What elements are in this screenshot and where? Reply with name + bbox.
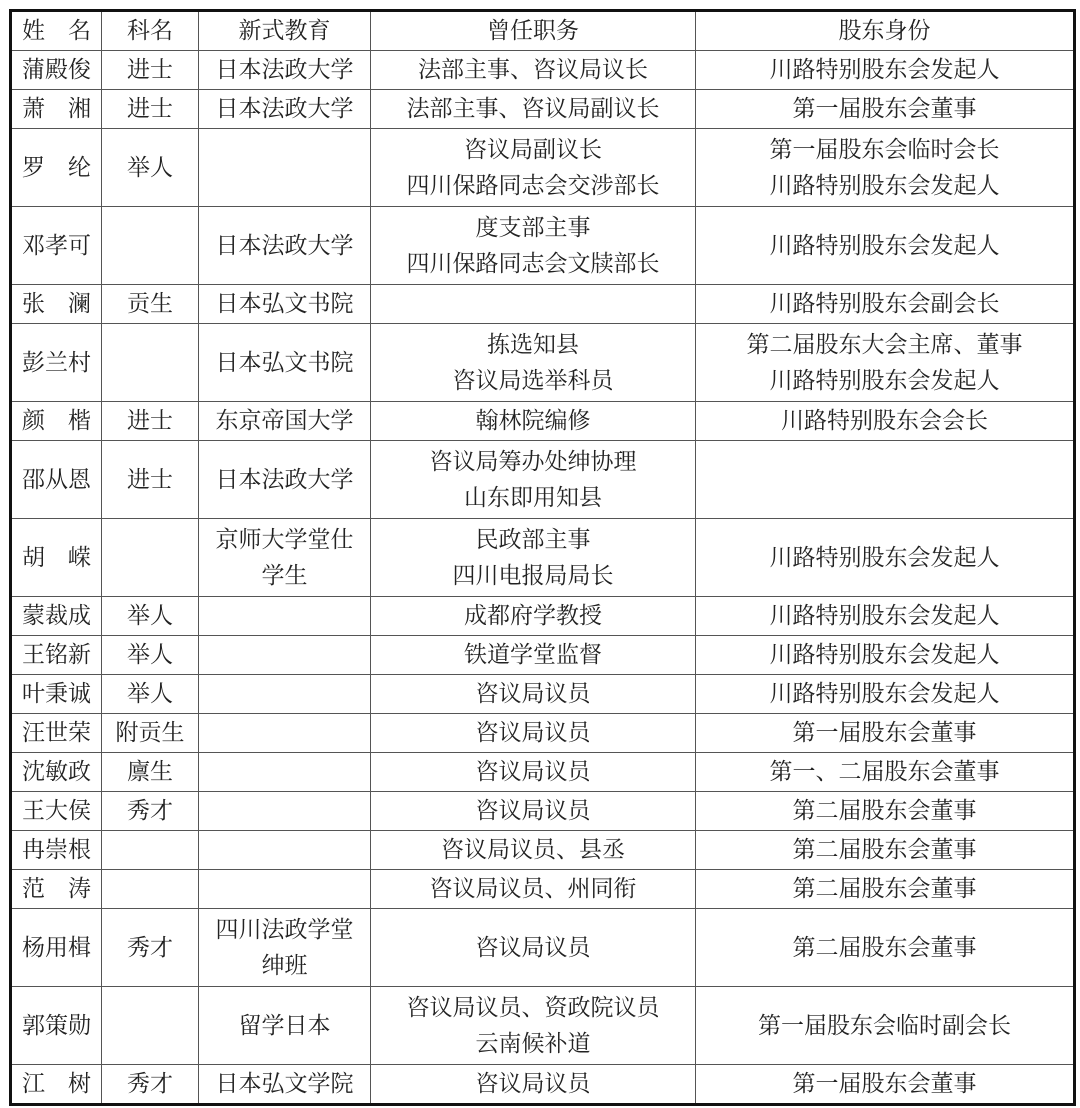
name-cell: 范 涛 (11, 870, 102, 909)
name-cell: 蒙裁成 (11, 597, 102, 636)
positions-cell (371, 519, 696, 597)
shareholder-cell (696, 519, 1075, 597)
education-cell (199, 675, 371, 714)
education-cell-line: 日本法政大学 (215, 57, 354, 83)
positions-cell-line: 法部主事、咨议局副议长 (406, 96, 660, 122)
positions-cell-line: 咨议局议员 (475, 934, 591, 961)
table-row (11, 1065, 1075, 1105)
degree-cell: 进士 (102, 51, 199, 90)
degree-cell: 举人 (102, 675, 199, 714)
positions-cell (371, 792, 696, 831)
education-cell (199, 285, 371, 324)
degree-cell: 举人 (102, 636, 199, 675)
degree-cell: 廪生 (102, 753, 199, 792)
degree-cell (102, 324, 199, 402)
shareholder-cell (696, 909, 1075, 987)
shareholder-cell-line: 第一届股东会董事 (792, 1071, 977, 1097)
table-row (11, 324, 1075, 402)
positions-cell-line: 咨议局筹办处绅协理 (429, 448, 637, 475)
shareholder-cell-line: 川路特别股东会发起人 (769, 367, 1000, 394)
header-education: 新式教育 (199, 11, 371, 51)
positions-cell-line: 铁道学堂监督 (464, 642, 602, 668)
name-cell: 王大侯 (11, 792, 102, 831)
shareholder-cell (696, 792, 1075, 831)
header-shareholder: 股东身份 (696, 11, 1075, 51)
positions-cell (371, 714, 696, 753)
education-cell (199, 831, 371, 870)
name-cell: 汪世荣 (11, 714, 102, 753)
shareholder-cell (696, 714, 1075, 753)
degree-cell: 举人 (102, 597, 199, 636)
positions-cell-line: 咨议局议员 (475, 720, 591, 746)
education-cell (199, 90, 371, 129)
degree-cell: 进士 (102, 441, 199, 519)
education-cell-line: 学生 (261, 562, 308, 589)
positions-cell (371, 285, 696, 324)
name-cell: 杨用楫 (11, 909, 102, 987)
header-degree: 科名 (102, 11, 199, 51)
education-cell (199, 207, 371, 285)
positions-cell-line: 四川保路同志会交涉部长 (406, 172, 660, 199)
name-cell: 沈敏政 (11, 753, 102, 792)
table-row (11, 675, 1075, 714)
education-cell-line: 绅班 (261, 952, 308, 979)
shareholder-cell (696, 51, 1075, 90)
shareholder-cell-line: 川路特别股东会发起人 (769, 544, 1000, 571)
degree-cell: 进士 (102, 402, 199, 441)
positions-cell (371, 51, 696, 90)
positions-cell-line: 咨议局议员、州同衔 (429, 876, 637, 902)
shareholder-cell (696, 870, 1075, 909)
education-cell (199, 909, 371, 987)
degree-cell: 举人 (102, 129, 199, 207)
education-cell-line: 日本弘文书院 (215, 349, 354, 376)
education-cell (199, 597, 371, 636)
table-row (11, 987, 1075, 1065)
table-row (11, 792, 1075, 831)
shareholder-cell-line: 川路特别股东会发起人 (769, 681, 1000, 707)
name-cell: 颜 楷 (11, 402, 102, 441)
positions-cell (371, 909, 696, 987)
shareholder-cell (696, 129, 1075, 207)
table-row (11, 207, 1075, 285)
education-cell (199, 987, 371, 1065)
shareholder-cell (696, 675, 1075, 714)
shareholder-cell (696, 1065, 1075, 1105)
shareholder-cell (696, 207, 1075, 285)
positions-cell (371, 1065, 696, 1105)
positions-cell-line: 四川电报局局长 (452, 562, 614, 589)
education-cell-line: 日本弘文书院 (215, 291, 354, 317)
table-row (11, 90, 1075, 129)
degree-cell (102, 207, 199, 285)
shareholder-cell-line: 川路特别股东会会长 (781, 408, 988, 434)
table-row (11, 441, 1075, 519)
shareholder-cell-line: 第一届股东会董事 (792, 720, 977, 746)
positions-cell-line: 咨议局副议长 (464, 136, 602, 163)
shareholder-cell (696, 636, 1075, 675)
education-cell-line: 四川法政学堂 (215, 916, 354, 943)
education-cell-line: 东京帝国大学 (215, 408, 354, 434)
positions-cell-line: 咨议局议员 (475, 681, 591, 707)
education-cell (199, 636, 371, 675)
positions-cell-line: 翰林院编修 (475, 408, 591, 434)
shareholder-cell (696, 324, 1075, 402)
degree-cell (102, 831, 199, 870)
degree-cell: 贡生 (102, 285, 199, 324)
table-row (11, 51, 1075, 90)
positions-cell (371, 987, 696, 1065)
shareholder-cell-line: 川路特别股东会发起人 (769, 603, 1000, 629)
positions-cell-line: 度支部主事 (475, 214, 591, 241)
shareholder-cell-line: 第一届股东会临时副会长 (758, 1012, 1011, 1039)
positions-cell (371, 675, 696, 714)
shareholder-cell-line: 第一、二届股东会董事 (769, 759, 1000, 785)
positions-cell-line: 拣选知县 (487, 331, 579, 358)
shareholder-table (9, 9, 1076, 1106)
header-row (11, 11, 1075, 51)
shareholder-cell-line: 第二届股东会董事 (792, 876, 977, 902)
positions-cell-line: 山东即用知县 (464, 484, 602, 511)
shareholder-cell (696, 285, 1075, 324)
name-cell: 胡 嵘 (11, 519, 102, 597)
positions-cell (371, 129, 696, 207)
shareholder-cell-line: 第二届股东会董事 (792, 934, 977, 961)
degree-cell: 秀才 (102, 1065, 199, 1105)
positions-cell-line: 咨议局议员、县丞 (441, 837, 625, 863)
positions-cell (371, 207, 696, 285)
positions-cell (371, 831, 696, 870)
positions-cell (371, 636, 696, 675)
positions-cell-line: 云南候补道 (475, 1030, 591, 1057)
shareholder-cell-line: 川路特别股东会副会长 (769, 291, 1000, 317)
education-cell (199, 1065, 371, 1105)
name-cell: 王铭新 (11, 636, 102, 675)
shareholder-cell (696, 441, 1075, 519)
shareholder-cell-line: 川路特别股东会发起人 (769, 642, 1000, 668)
header-name: 姓 名 (11, 11, 102, 51)
shareholder-cell-line: 川路特别股东会发起人 (769, 57, 1000, 83)
positions-cell-line: 咨议局议员 (475, 798, 591, 824)
table-row (11, 831, 1075, 870)
degree-cell: 秀才 (102, 909, 199, 987)
shareholder-cell-line: 第一届股东会董事 (792, 96, 977, 122)
positions-cell-line: 咨议局选举科员 (452, 367, 614, 394)
shareholder-cell (696, 402, 1075, 441)
shareholder-cell (696, 597, 1075, 636)
positions-cell (371, 870, 696, 909)
education-cell-line: 日本法政大学 (215, 466, 354, 493)
education-cell-line: 日本法政大学 (215, 96, 354, 122)
education-cell (199, 51, 371, 90)
education-cell (199, 753, 371, 792)
positions-cell (371, 402, 696, 441)
education-cell (199, 402, 371, 441)
education-cell-line: 日本法政大学 (215, 232, 354, 259)
education-cell (199, 714, 371, 753)
shareholder-cell-line: 第二届股东会董事 (792, 798, 977, 824)
education-cell (199, 129, 371, 207)
education-cell (199, 792, 371, 831)
header-positions: 曾任职务 (371, 11, 696, 51)
name-cell: 叶秉诚 (11, 675, 102, 714)
positions-cell-line: 民政部主事 (475, 526, 591, 553)
name-cell: 江 树 (11, 1065, 102, 1105)
positions-cell-line: 四川保路同志会文牍部长 (406, 250, 660, 277)
table-row (11, 129, 1075, 207)
degree-cell: 进士 (102, 90, 199, 129)
name-cell: 邵从恩 (11, 441, 102, 519)
name-cell: 郭策勋 (11, 987, 102, 1065)
name-cell: 张 澜 (11, 285, 102, 324)
degree-cell: 秀才 (102, 792, 199, 831)
table-row (11, 519, 1075, 597)
education-cell (199, 324, 371, 402)
positions-cell-line: 法部主事、咨议局议长 (418, 57, 648, 83)
table-row (11, 870, 1075, 909)
positions-cell (371, 441, 696, 519)
education-cell (199, 870, 371, 909)
positions-cell-line: 咨议局议员 (475, 1071, 591, 1097)
name-cell: 萧 湘 (11, 90, 102, 129)
name-cell: 邓孝可 (11, 207, 102, 285)
table-row (11, 909, 1075, 987)
table-row (11, 714, 1075, 753)
name-cell: 蒲殿俊 (11, 51, 102, 90)
table-row (11, 285, 1075, 324)
shareholder-cell-line: 第二届股东大会主席、董事 (746, 331, 1023, 358)
table-row (11, 636, 1075, 675)
table-row (11, 753, 1075, 792)
shareholder-cell-line: 第二届股东会董事 (792, 837, 977, 863)
table-row (11, 597, 1075, 636)
positions-cell (371, 324, 696, 402)
shareholder-cell (696, 987, 1075, 1065)
table-row (11, 402, 1075, 441)
shareholder-cell (696, 831, 1075, 870)
positions-cell (371, 90, 696, 129)
degree-cell (102, 519, 199, 597)
degree-cell (102, 987, 199, 1065)
positions-cell-line: 成都府学教授 (464, 603, 602, 629)
positions-cell-line: 咨议局议员、资政院议员 (406, 994, 660, 1021)
degree-cell (102, 870, 199, 909)
shareholder-cell (696, 90, 1075, 129)
shareholder-cell (696, 753, 1075, 792)
name-cell: 冉崇根 (11, 831, 102, 870)
positions-cell-line: 咨议局议员 (475, 759, 591, 785)
education-cell (199, 519, 371, 597)
education-cell (199, 441, 371, 519)
name-cell: 罗 纶 (11, 129, 102, 207)
shareholder-cell-line: 川路特别股东会发起人 (769, 172, 1000, 199)
degree-cell: 附贡生 (102, 714, 199, 753)
shareholder-cell-line: 川路特别股东会发起人 (769, 232, 1000, 259)
positions-cell (371, 753, 696, 792)
positions-cell (371, 597, 696, 636)
education-cell-line: 日本弘文学院 (215, 1071, 354, 1097)
education-cell-line: 留学日本 (238, 1012, 331, 1039)
education-cell-line: 京师大学堂仕 (215, 526, 354, 553)
shareholder-cell-line: 第一届股东会临时会长 (769, 136, 1000, 163)
name-cell: 彭兰村 (11, 324, 102, 402)
